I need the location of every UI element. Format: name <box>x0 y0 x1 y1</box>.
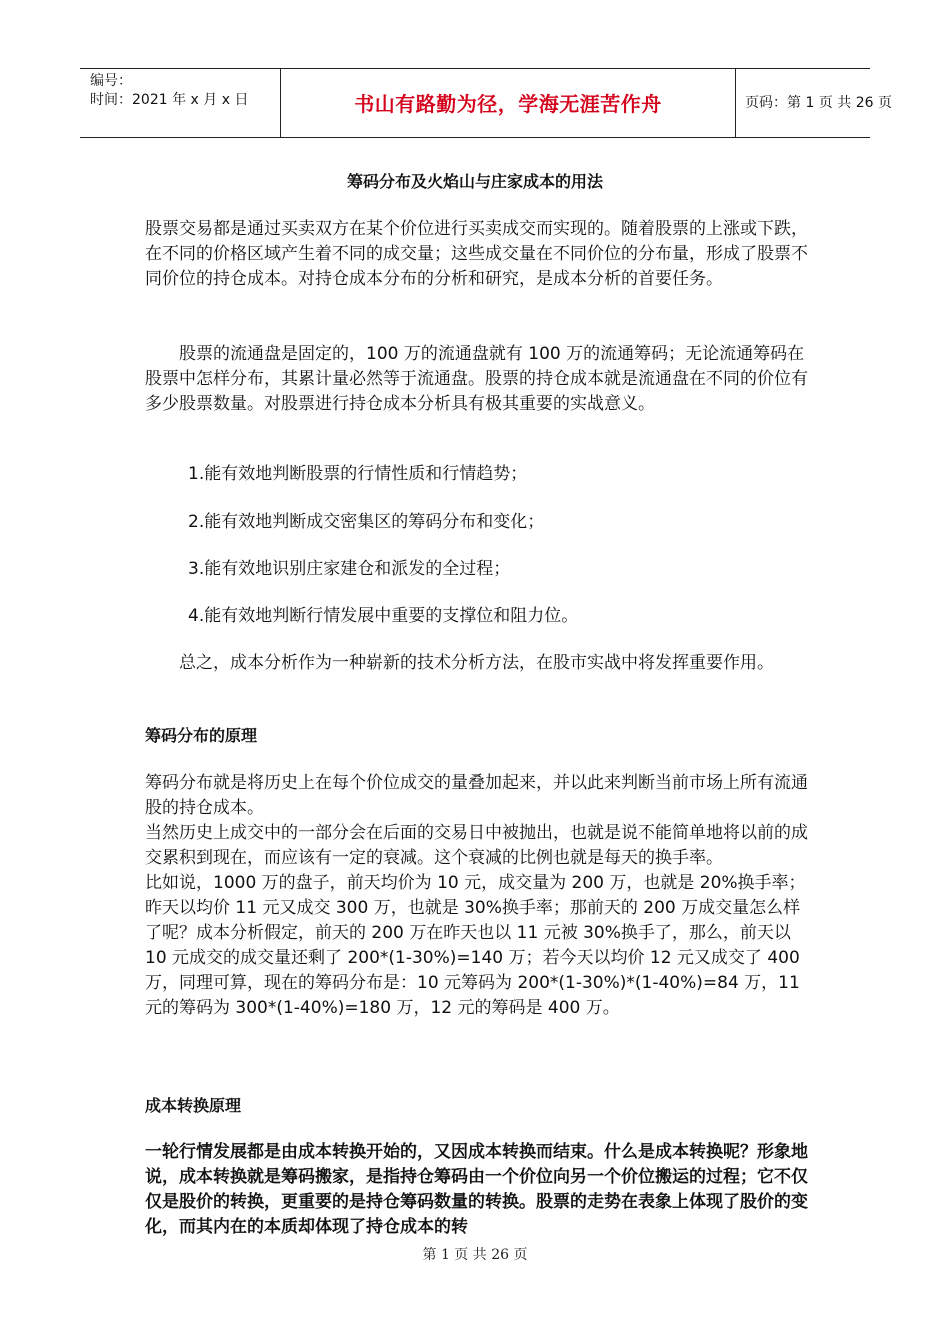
summary-paragraph: 总之，成本分析作为一种崭新的技术分析方法，在股市实战中将发挥重要作用。 <box>179 653 774 673</box>
page-footer: 第 1 页 共 26 页 <box>422 1247 528 1263</box>
section-heading-chip-distribution: 筹码分布的原理 <box>145 726 258 745</box>
section-cost-conversion-text: 一轮行情发展都是由成本转换开始的，又因成本转换而结束。什么是成本转换呢？形象地说，成本转换就是筹码搬家，是指持仓筹码由一个价位向另一个价位搬运的过程；它不仅仅是股价的转换，更重要的是持仓筹码数量的转换。股票的走势在表象上体现了股价的变化，而其内在的本质却体现了持仓成本的转 <box>145 1142 808 1237</box>
list-item: 2.能有效地判断成交密集区的筹码分布和变化； <box>188 512 545 532</box>
intro-paragraph-1: 股票交易都是通过买卖双方在某个价位进行买卖成交而实现的。随着股票的上涨或下跌，在不同的价格区域产生着不同的成交量；这些成交量在不同价位的分布量，形成了股票不同价位的持仓成本。对持仓成本分布的分析和研究，是成本分析的首要任务。 <box>145 219 808 289</box>
list-item: 3.能有效地识别庄家建仓和派发的全过程； <box>188 559 511 579</box>
time-label: 时间：2021 年 x 月 x 日 <box>90 92 249 108</box>
number-label: 编号： <box>90 73 132 89</box>
header-motto-cell <box>280 69 736 137</box>
page-info: 页码：第 1 页 共 26 页 <box>745 95 892 111</box>
header-meta-cell <box>80 69 280 137</box>
section-heading-cost-conversion: 成本转换原理 <box>145 1096 242 1115</box>
section-chip-distribution-text: 筹码分布就是将历史上在每个价位成交的量叠加起来，并以此来判断当前市场上所有流通股的持仓成本。 当然历史上成交中的一部分会在后面的交易日中被抛出，也就是说不能简单地将以前的成交累积到现在，而应该有一定的衰减。这个衰减的比例也就是每天的换手率。 比如说，1000 万的盘子，前天均价为 10 元，成交量为 200 万，也就是 20%换手率；昨天以均价 11 元又成交 300 万，也就是 30%换手率；那前天的 200 万成交量怎么样了呢？成本分析假定，前天的 200 万在昨天也以 11 元被 30%换手了，那么，前天以 10 元成交的成交量还剩了 200*(1-30%)=140 万；若今天以均价 12 元又成交了 400 万，同理可算，现在的筹码分布是：10 元筹码为 200*(1-30%)*(1-40%)=84 万，11 元的筹码为 300*(1-40%)=180 万，12 元的筹码是 400 万。 <box>145 773 808 1018</box>
list-item: 4.能有效地判断行情发展中重要的支撑位和阻力位。 <box>188 606 579 626</box>
list-item: 1.能有效地判断股票的行情性质和行情趋势； <box>188 464 528 484</box>
intro-paragraph-2: 股票的流通盘是固定的，100 万的流通盘就有 100 万的流通筹码；无论流通筹码在股票中怎样分布，其累计量必然等于流通盘。股票的持仓成本就是流通盘在不同的价位有多少股票数量。对股票进行持仓成本分析具有极其重要的实战意义。 <box>145 344 808 414</box>
header-page-cell <box>735 69 892 137</box>
page-header <box>80 68 892 138</box>
document-title: 筹码分布及火焰山与庄家成本的用法 <box>346 172 603 191</box>
motto-text: 书山有路勤为径，学海无涯苦作舟 <box>354 92 662 116</box>
